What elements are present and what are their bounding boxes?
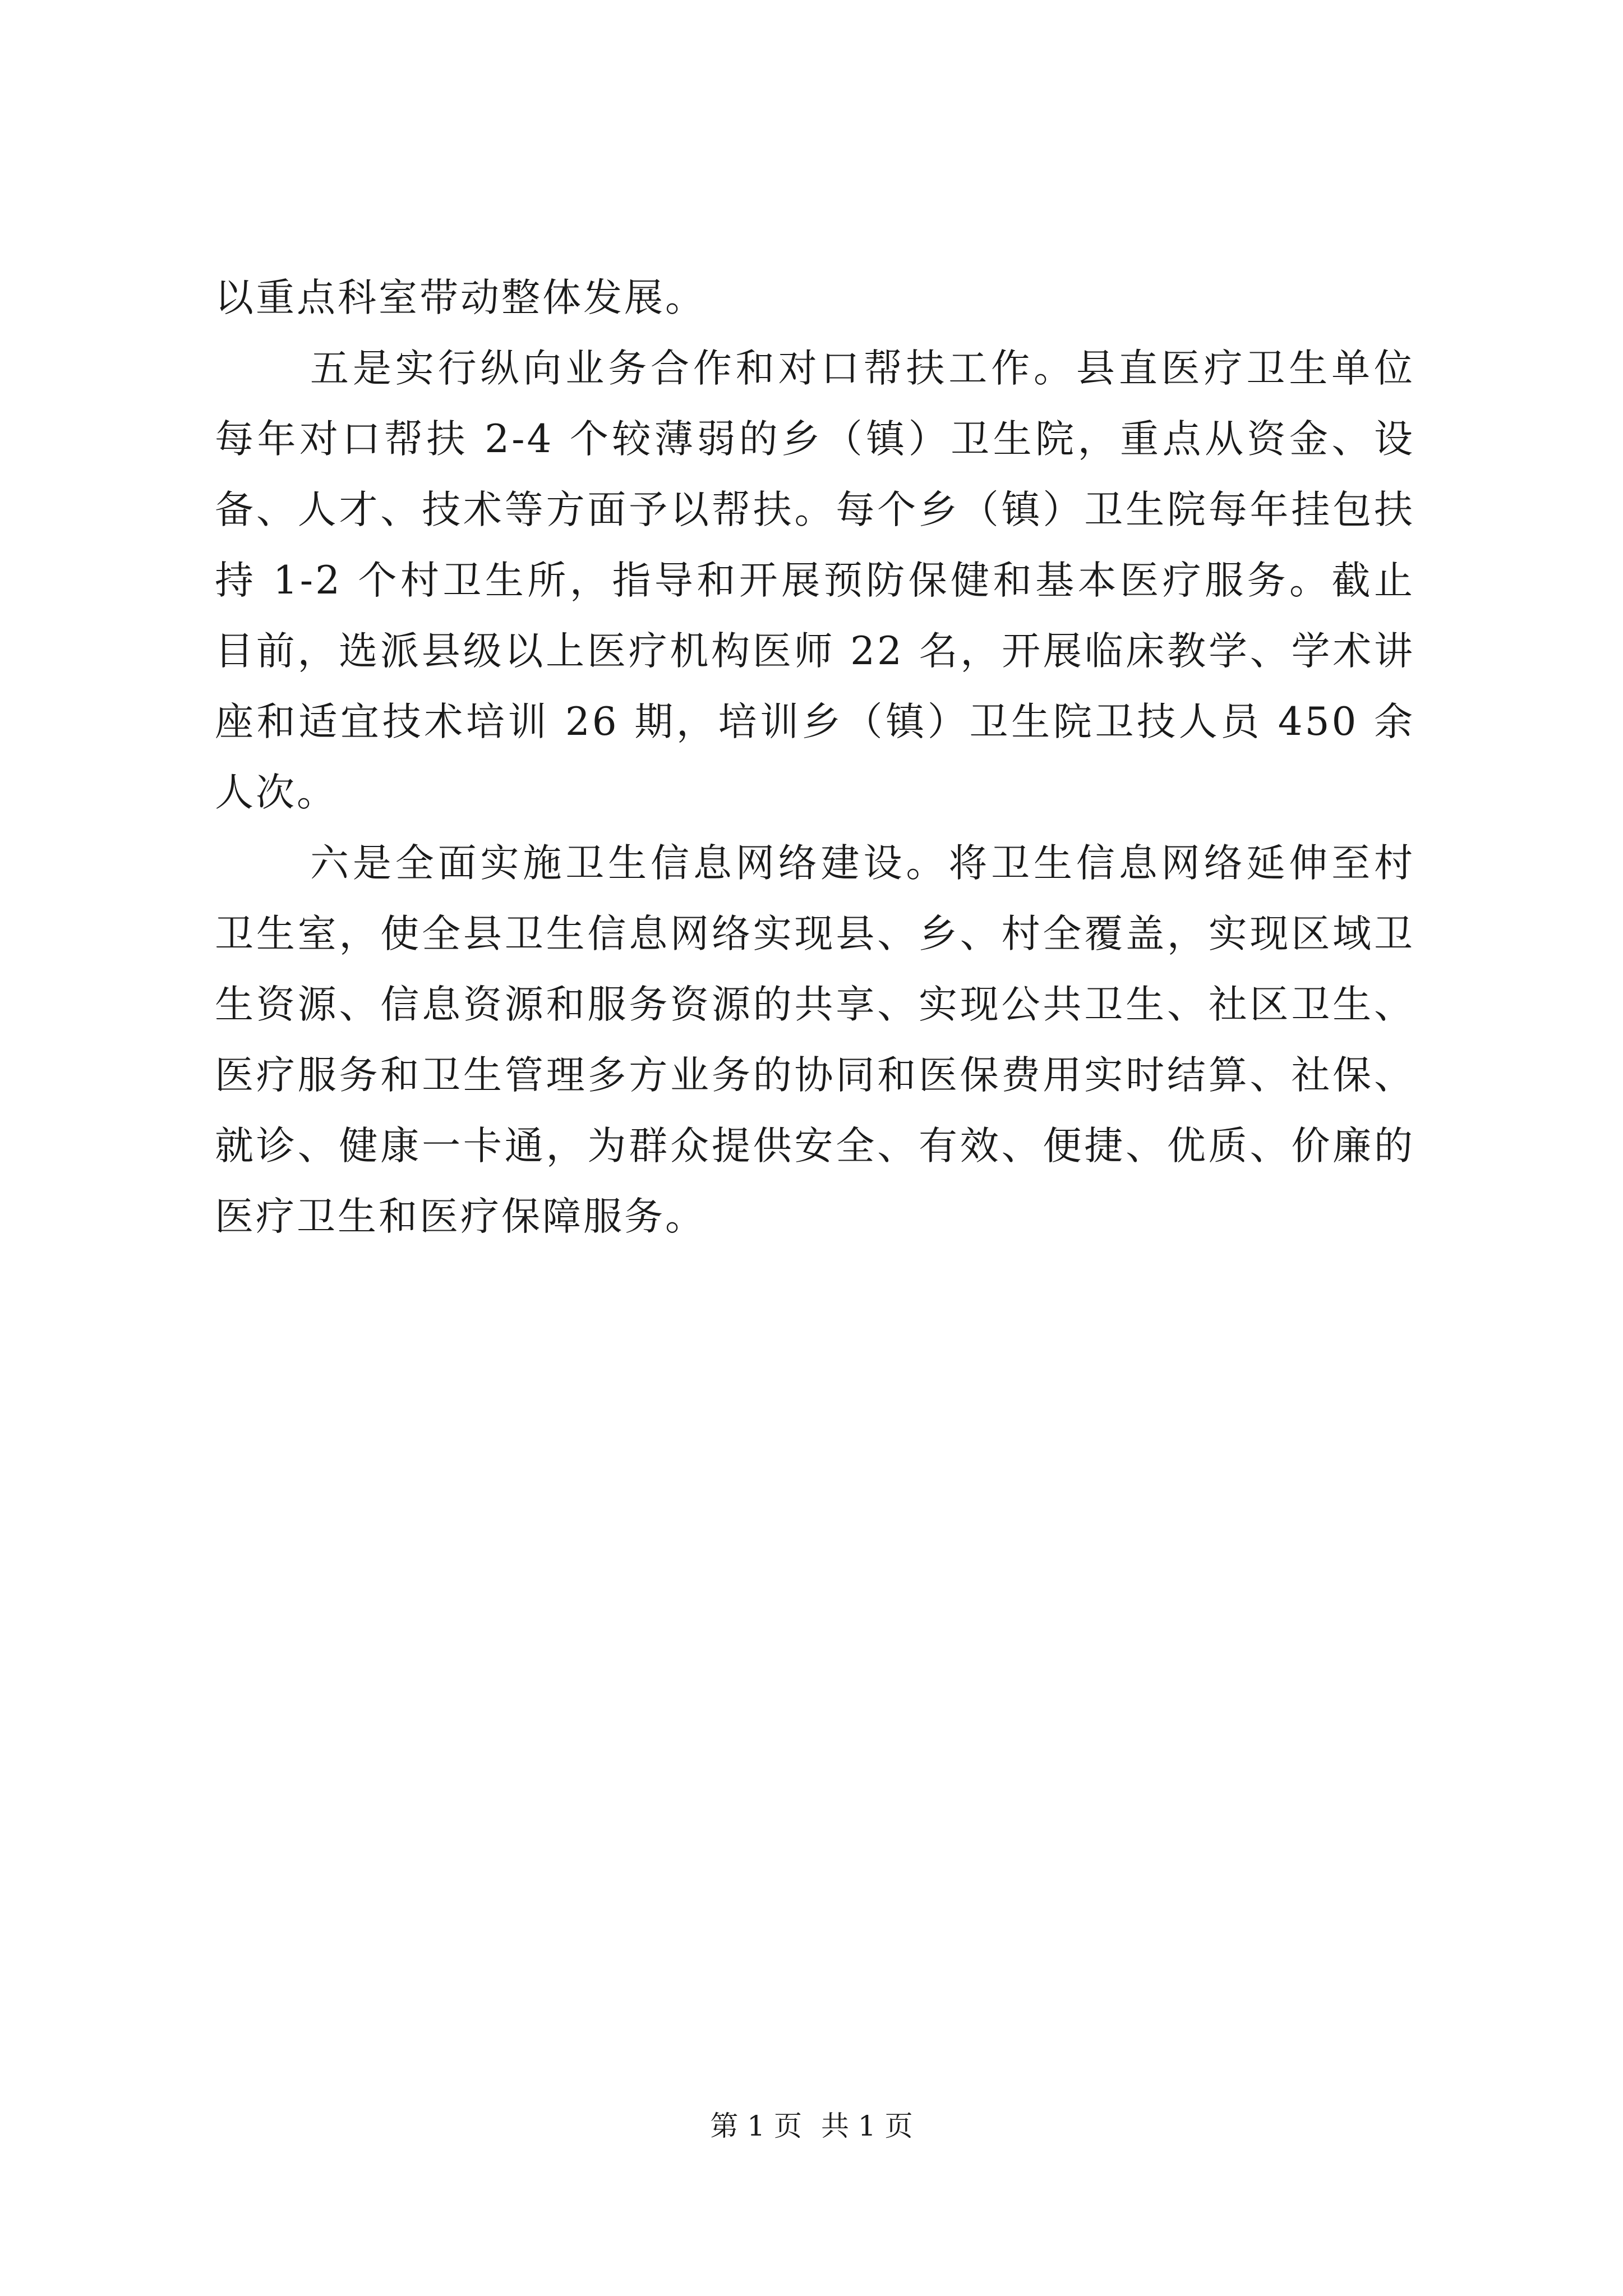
page-number-total: 共 1 页 <box>821 2110 913 2142</box>
page-footer <box>0 2109 1623 2143</box>
paragraph-six-network: 六是全面实施卫生信息网络建设。将卫生信息网络延伸至村卫生室，使全县卫生信息网络实现县、乡、村全覆盖，实现区域卫生资源、信息资源和服务资源的共享、实现公共卫生、社区卫生、医疗服务和卫生管理多方业务的协同和医保费用实时结算、社保、就诊、健康一卡通，为群众提供安全、有效、便捷、优质、价廉的医疗卫生和医疗保障服务。 <box>215 841 1415 1239</box>
paragraph-five-cooperation: 五是实行纵向业务合作和对口帮扶工作。县直医疗卫生单位每年对口帮扶 2-4 个较薄弱的乡（镇）卫生院，重点从资金、设备、人才、技术等方面予以帮扶。每个乡（镇）卫生院每年挂包扶持 1-2 个村卫生所，指导和开展预防保健和基本医疗服务。截止目前，选派县级以上医疗机构医师 22 名，开展临床教学、学术讲座和适宜技术培训 26 期，培训乡（镇）卫生院卫技人员 450 余人次。 <box>215 346 1415 815</box>
document-body <box>215 263 1415 1252</box>
paragraph-continuation: 以重点科室带动整体发展。 <box>215 275 706 320</box>
page-number-current: 第 1 页 <box>710 2110 802 2142</box>
